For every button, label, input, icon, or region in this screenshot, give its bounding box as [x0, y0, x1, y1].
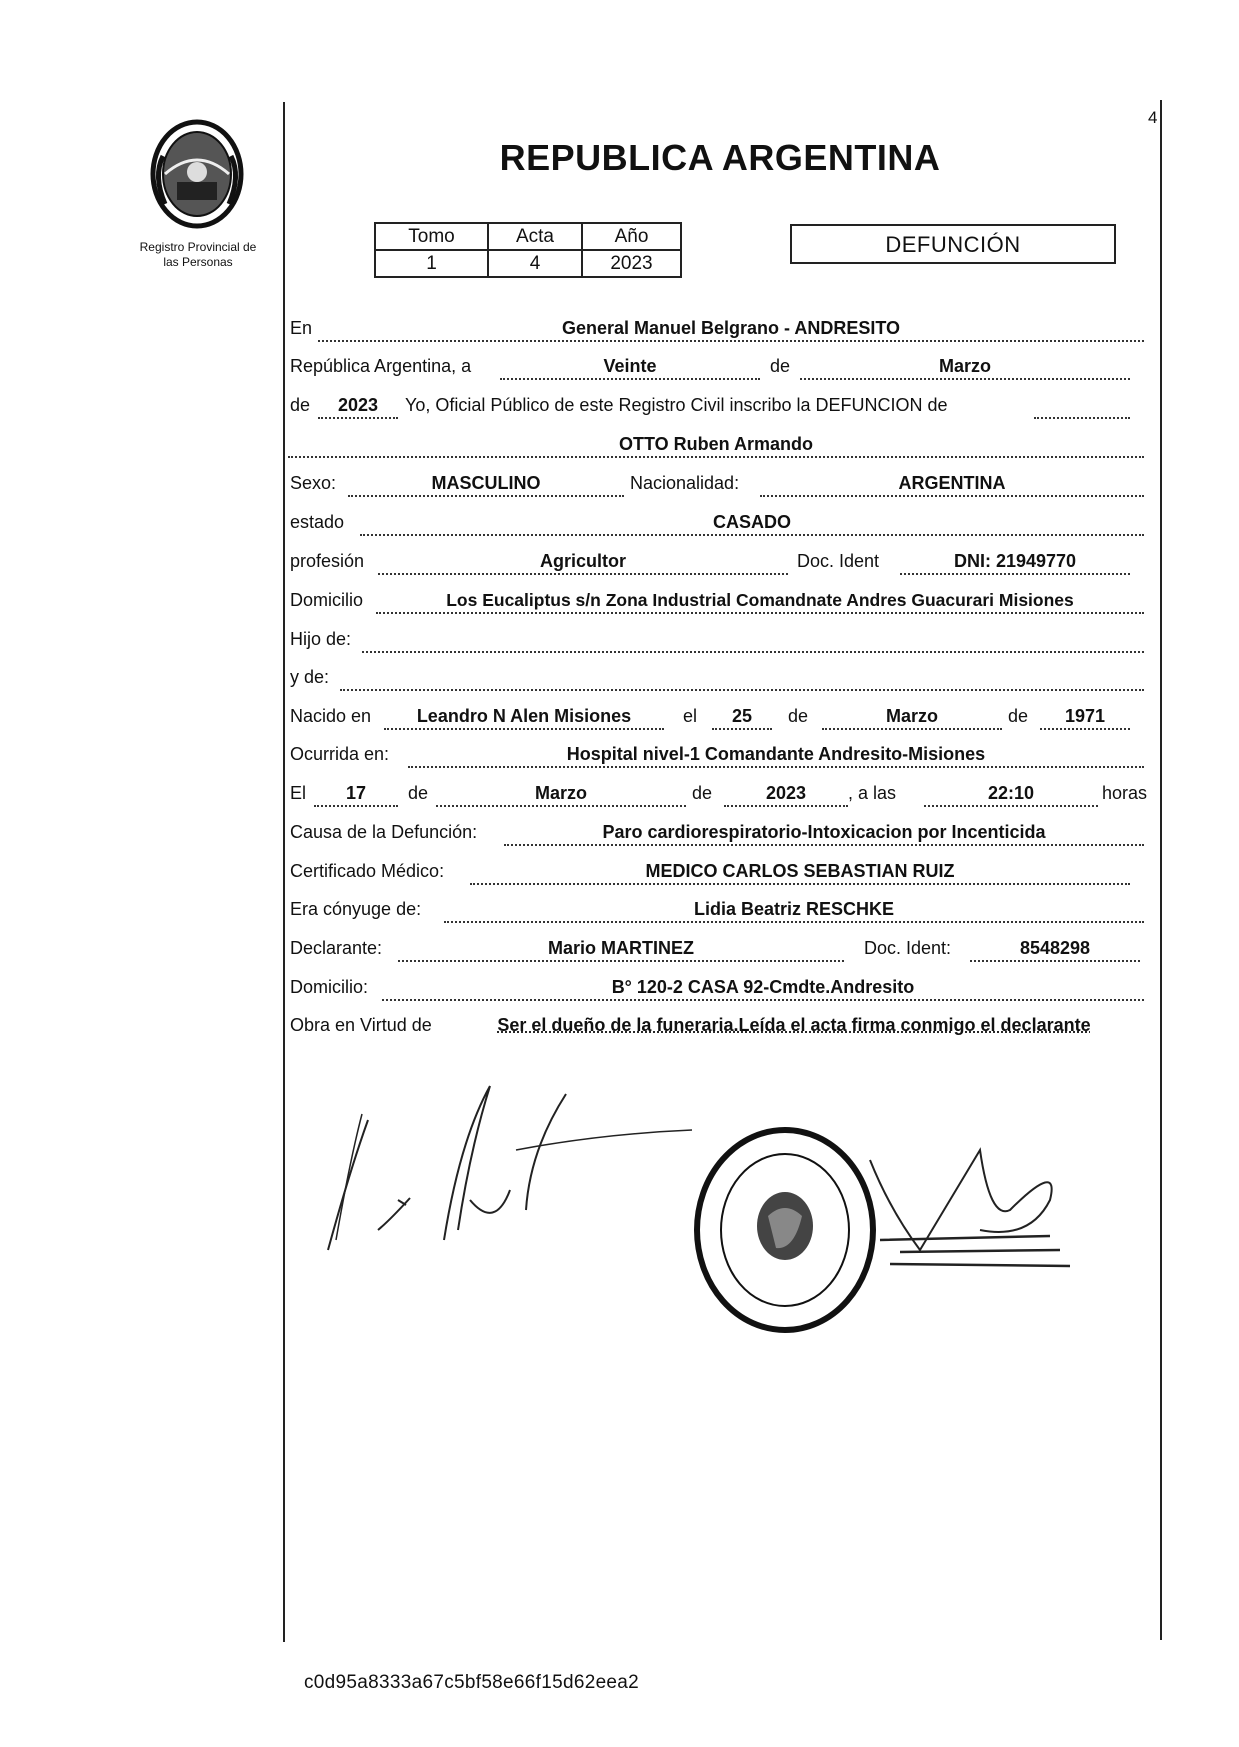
label-nacido-en: Nacido en — [290, 706, 372, 726]
registry-table — [374, 222, 682, 278]
label-de-3: de — [788, 706, 809, 726]
label-de-4: de — [1008, 706, 1029, 726]
label-hijo-de: Hijo de: — [290, 629, 352, 649]
label-estado: estado — [290, 512, 345, 532]
tomo-header: Tomo — [375, 223, 488, 250]
label-declarante: Declarante: — [290, 938, 383, 958]
death-place-field: Hospital nivel-1 Comandante Andresito-Misiones — [408, 742, 1144, 768]
declarant-address-field: B° 120-2 CASA 92-Cmdte.Andresito — [382, 975, 1144, 1001]
deceased-name-field: OTTO Ruben Armando — [288, 432, 1144, 458]
anio-value: 2023 — [582, 250, 681, 277]
label-domicilio-2: Domicilio: — [290, 977, 369, 997]
page-number: 4 — [1148, 108, 1158, 127]
label-certificado: Certificado Médico: — [290, 861, 445, 881]
misiones-seal-logo — [143, 116, 251, 234]
label-y-de: y de: — [290, 667, 330, 687]
mother-field — [340, 665, 1144, 691]
label-domicilio: Domicilio — [290, 590, 364, 610]
registry-caption-line2: las Personas — [163, 255, 233, 269]
label-de-1: de — [770, 356, 791, 376]
registry-caption-line1: Registro Provincial de — [139, 240, 257, 254]
place-field: General Manuel Belgrano - ANDRESITO — [318, 316, 1144, 342]
death-month-field: Marzo — [436, 781, 686, 807]
cause-field: Paro cardiorespiratorio-Intoxicacion por Incenticida — [504, 820, 1144, 846]
birthplace-field: Leandro N Alen Misiones — [384, 704, 664, 730]
profession-field: Agricultor — [378, 549, 788, 575]
nationality-field: ARGENTINA — [760, 471, 1144, 497]
month-field: Marzo — [800, 354, 1130, 380]
label-causa: Causa de la Defunción: — [290, 822, 478, 842]
right-margin-line — [1160, 100, 1162, 1640]
label-de-5: de — [408, 783, 429, 803]
page-title: REPUBLICA ARGENTINA — [499, 137, 941, 178]
doctor-field: MEDICO CARLOS SEBASTIAN RUIZ — [470, 859, 1130, 885]
obra-field: Ser el dueño de la funeraria.Leída el acta firma conmigo el declarante — [497, 1015, 1091, 1035]
label-profesion: profesión — [290, 551, 365, 571]
tomo-value: 1 — [375, 250, 488, 277]
label-doc-ident: Doc. Ident — [797, 551, 880, 571]
label-sexo: Sexo: — [290, 473, 337, 493]
official-stamp — [690, 1120, 880, 1340]
label-nacionalidad: Nacionalidad: — [630, 473, 740, 493]
document-hash: c0d95a8333a67c5bf58e66f15d62eea2 — [304, 1672, 640, 1693]
declarant-doc-field: 8548298 — [970, 936, 1140, 962]
label-republica: República Argentina, a — [290, 356, 472, 376]
day-field: Veinte — [500, 354, 760, 380]
label-el: el — [683, 706, 698, 726]
acta-value: 4 — [488, 250, 582, 277]
document-type-box: DEFUNCIÓN — [790, 224, 1116, 264]
label-ocurrida-en: Ocurrida en: — [290, 744, 390, 764]
acta-header: Acta — [488, 223, 582, 250]
label-de-2: de — [290, 395, 311, 415]
sex-field: MASCULINO — [348, 471, 624, 497]
doc-ident-field: DNI: 21949770 — [900, 549, 1130, 575]
year-field: 2023 — [318, 393, 398, 419]
civil-status-field: CASADO — [360, 510, 1144, 536]
label-el-cap: El — [290, 783, 307, 803]
label-horas: horas — [1102, 783, 1148, 803]
spouse-field: Lidia Beatriz RESCHKE — [444, 897, 1144, 923]
declarant-signature — [320, 1080, 700, 1260]
label-a-las: , a las — [848, 783, 897, 803]
declarant-field: Mario MARTINEZ — [398, 936, 844, 962]
label-de-6: de — [692, 783, 713, 803]
death-time-field: 22:10 — [924, 781, 1098, 807]
birth-month-field: Marzo — [822, 704, 1002, 730]
label-obra: Obra en Virtud de — [290, 1015, 432, 1035]
father-field — [362, 627, 1144, 653]
officer-signature — [860, 1140, 1080, 1280]
label-doc-ident-2: Doc. Ident: — [864, 938, 952, 958]
birth-day-field: 25 — [712, 704, 772, 730]
anio-header: Año — [582, 223, 681, 250]
label-yo-text: Yo, Oficial Público de este Registro Civil inscribo la DEFUNCION de — [405, 395, 948, 415]
death-day-field: 17 — [314, 781, 398, 807]
address-field: Los Eucaliptus s/n Zona Industrial Comandnate Andres Guacurari Misiones — [376, 588, 1144, 614]
label-conyuge: Era cónyuge de: — [290, 899, 422, 919]
label-en: En — [290, 318, 313, 338]
death-year-field: 2023 — [724, 781, 848, 807]
birth-year-field: 1971 — [1040, 704, 1130, 730]
yo-trailing-field — [1034, 393, 1130, 419]
left-margin-line — [283, 102, 285, 1642]
registry-caption — [118, 240, 278, 270]
